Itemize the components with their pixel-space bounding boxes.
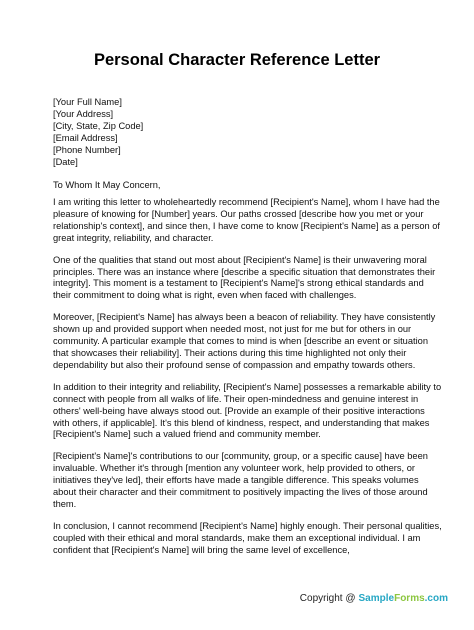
- body-paragraph: In conclusion, I cannot recommend [Recipient's Name] highly enough. Their personal qualities, coupled with their ethical and moral standards, make them an exceptional individual. I am confident that [Recipient's Name] will bring the same level of excellence,: [53, 520, 442, 555]
- sender-address-block: [53, 97, 443, 168]
- body-paragraph: I am writing this letter to wholeheartedly recommend [Recipient's Name], whom I have had the pleasure of knowing for [Number] years. Our paths crossed [describe how you met or your relationship's context], and since then, I have come to know [Recipient's Name] as a person of great integrity, reliability, and character.: [53, 197, 440, 243]
- address-line: [Email Address]: [53, 132, 118, 143]
- footer-copyright: [300, 593, 448, 604]
- brand-sample: Sample: [358, 593, 395, 604]
- letter-title: Personal Character Reference Letter: [93, 51, 381, 69]
- body-paragraph: One of the qualities that stand out most about [Recipient's Name] is their unwavering moral principles. There was an instance where [describe a specific situation that demonstrates their integrity]. This moment is a testament to [Recipient's Name]'s strong ethical standards and their commitment to doing what is right, even when faced with challenges.: [53, 254, 436, 301]
- salutation: To Whom It May Concern,: [53, 180, 161, 190]
- address-line: [City, State, Zip Code]: [53, 120, 144, 131]
- address-line: [Phone Number]: [53, 144, 121, 155]
- brand-forms: Forms: [394, 593, 425, 604]
- body-paragraph: Moreover, [Recipient's Name] has always been a beacon of reliability. They have consistently shown up and provided support when needed most, not just for me but for others in our community. A particular example that comes to mind is when [describe an event or situation that showcases their reliability]. Their actions during this time highlighted not only their dependability but also their profound sense of compassion and empathy towards others.: [53, 312, 436, 370]
- address-line: [Date]: [53, 156, 78, 167]
- body-paragraph: [Recipient's Name]'s contributions to our [community, group, or a specific cause] have been invaluable. Whether it's through [mention any volunteer work, help provided to others, or initiatives they've led], their efforts have made a tangible difference. This speaks volumes about their character and their commitment to positively impacting the lives of those around them.: [53, 451, 428, 509]
- copyright-text: Copyright @: [299, 593, 356, 604]
- address-line: [Your Address]: [53, 108, 114, 119]
- letter-body: [53, 197, 443, 567]
- body-paragraph: In addition to their integrity and reliability, [Recipient's Name] possesses a remarkable ability to connect with people from all walks of life. Their open-mindedness and genuine interest in others' well-being have always stood out. [Provide an example of their positive interactions with others, if applicable]. It's this blend of kindness, respect, and understanding that makes [Recipient's Name] such a valued friend and community member.: [53, 381, 442, 440]
- brand-logo: [359, 593, 448, 604]
- address-line: [Your Full Name]: [53, 97, 122, 107]
- brand-domain: .com: [424, 593, 448, 604]
